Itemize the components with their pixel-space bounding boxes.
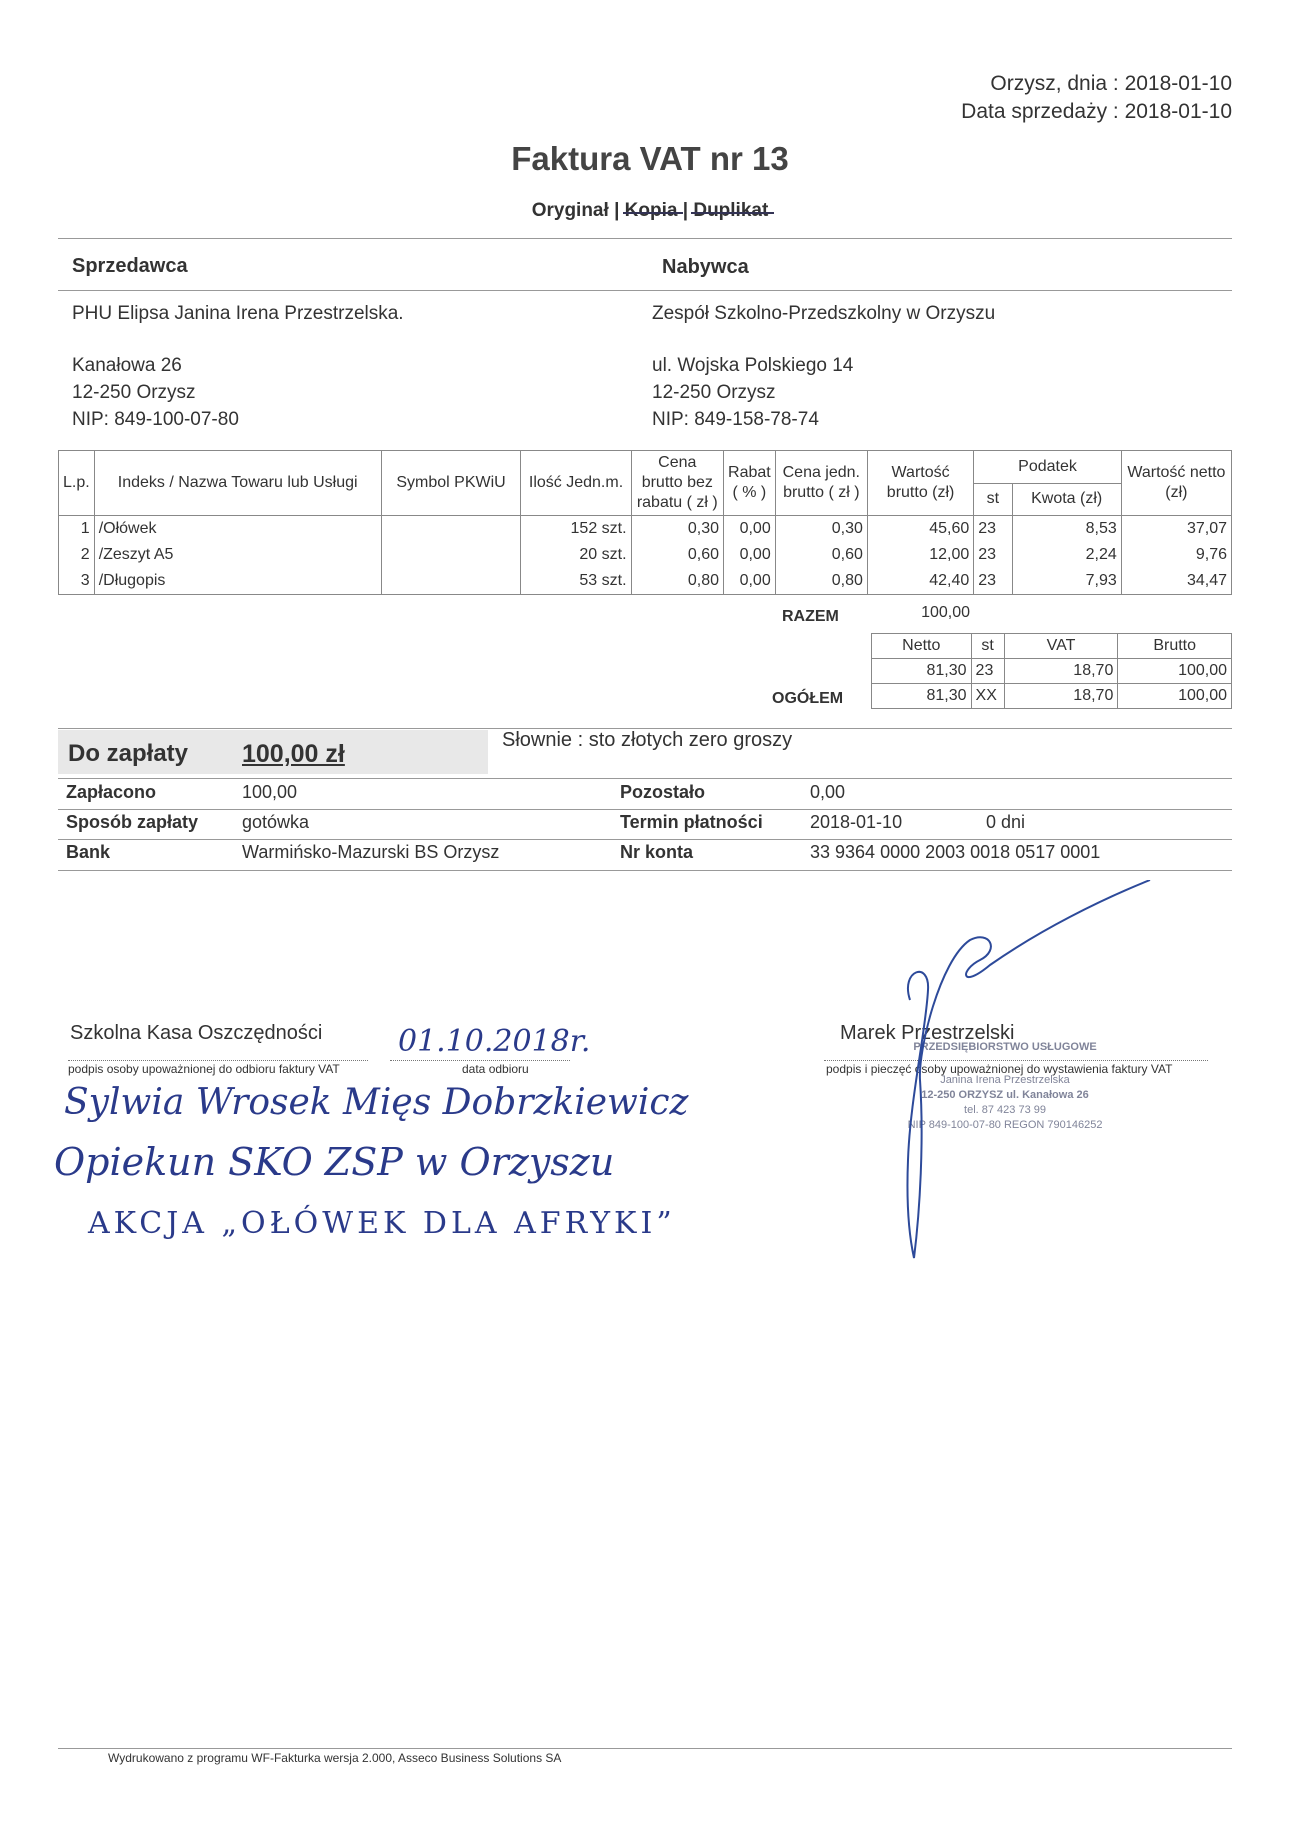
signature-line bbox=[68, 1060, 368, 1061]
buyer-nip: NIP: 849-158-78-74 bbox=[652, 409, 819, 430]
sum-netto: 81,30 bbox=[872, 659, 972, 684]
item-unit-price: 0,60 bbox=[775, 542, 867, 568]
handwritten-line-2: Opiekun SKO ZSP w Orzyszu bbox=[54, 1140, 615, 1184]
item-tax-rate: 23 bbox=[974, 516, 1012, 543]
total-netto: 81,30 bbox=[872, 684, 972, 709]
item-net: 37,07 bbox=[1121, 516, 1231, 543]
item-lp: 3 bbox=[59, 568, 95, 595]
remaining-label: Pozostało bbox=[620, 782, 706, 802]
stamp-line: PRZEDSIĘBIORSTWO USŁUGOWE bbox=[913, 1041, 1097, 1053]
item-net: 34,47 bbox=[1121, 568, 1231, 595]
item-pkwiu bbox=[381, 516, 521, 543]
account-value: 33 9364 0000 2003 0018 0517 0001 bbox=[810, 842, 1101, 862]
col-price: Cena brutto bez rabatu ( zł ) bbox=[631, 451, 723, 516]
sum-h-st: st bbox=[971, 634, 1004, 659]
issue-place-date: Orzysz, dnia : 2018-01-10 bbox=[990, 72, 1232, 95]
col-pkwiu: Symbol PKWiU bbox=[381, 451, 521, 516]
issuer-signature bbox=[880, 880, 1180, 1260]
col-tax-amount: Kwota (zł) bbox=[1012, 483, 1121, 516]
table-row bbox=[59, 568, 1232, 595]
item-price: 0,80 bbox=[631, 568, 723, 595]
item-price: 0,30 bbox=[631, 516, 723, 543]
sum-h-netto: Netto bbox=[872, 634, 972, 659]
item-unit-price: 0,80 bbox=[775, 568, 867, 595]
bank-row bbox=[62, 842, 1232, 870]
date-caption: data odbioru bbox=[462, 1062, 529, 1076]
seller-name: PHU Elipsa Janina Irena Przestrzelska. bbox=[72, 303, 404, 324]
copy-separator: | bbox=[614, 200, 620, 221]
copy-type bbox=[0, 200, 1300, 222]
col-qty: Ilość Jedn.m. bbox=[521, 451, 631, 516]
col-name: Indeks / Nazwa Towaru lub Usługi bbox=[94, 451, 381, 516]
payment-method-value: gotówka bbox=[242, 812, 310, 832]
item-rabat: 0,00 bbox=[724, 542, 776, 568]
divider bbox=[58, 809, 1232, 810]
remaining-value: 0,00 bbox=[810, 782, 846, 802]
divider bbox=[58, 778, 1232, 779]
bank-value: Warmińsko-Mazurski BS Orzysz bbox=[242, 842, 500, 862]
amount-due-label: Do zapłaty bbox=[68, 740, 189, 767]
divider bbox=[58, 290, 1232, 291]
items-table bbox=[58, 450, 1232, 595]
col-rabat: Rabat ( % ) bbox=[724, 451, 776, 516]
item-pkwiu bbox=[381, 568, 521, 595]
col-lp: L.p. bbox=[59, 451, 95, 516]
item-qty: 20 szt. bbox=[521, 542, 631, 568]
sum-h-vat: VAT bbox=[1004, 634, 1118, 659]
total-vat: 18,70 bbox=[1004, 684, 1118, 709]
paid-row bbox=[62, 782, 1232, 810]
footer-text: Wydrukowano z programu WF-Fakturka wersja 2.000, Asseco Business Solutions SA bbox=[108, 1751, 562, 1765]
item-name: /Długopis bbox=[94, 568, 381, 595]
col-net: Wartość netto (zł) bbox=[1121, 451, 1231, 516]
stamp-line: tel. 87 423 73 99 bbox=[964, 1104, 1046, 1116]
bank-label: Bank bbox=[66, 842, 111, 862]
total-brutto: 100,00 bbox=[1118, 684, 1232, 709]
item-tax-amount: 7,93 bbox=[1012, 568, 1121, 595]
divider bbox=[58, 238, 1232, 239]
sale-date: Data sprzedaży : 2018-01-10 bbox=[961, 100, 1232, 123]
buyer-street: ul. Wojska Polskiego 14 bbox=[652, 355, 854, 376]
footer-divider bbox=[58, 1748, 1232, 1749]
item-name: /Zeszyt A5 bbox=[94, 542, 381, 568]
stamp-line: Janina Irena Przestrzelska bbox=[940, 1074, 1070, 1086]
payment-term-days: 0 dni bbox=[986, 812, 1026, 832]
item-gross: 12,00 bbox=[867, 542, 973, 568]
sum-brutto: 100,00 bbox=[1118, 659, 1232, 684]
amount-in-words: Słownie : sto złotych zero groszy bbox=[502, 729, 793, 751]
total-st: XX bbox=[971, 684, 1004, 709]
paid-label: Zapłacono bbox=[66, 782, 157, 802]
item-rabat: 0,00 bbox=[724, 568, 776, 595]
item-tax-amount: 8,53 bbox=[1012, 516, 1121, 543]
col-tax: Podatek bbox=[974, 451, 1122, 484]
item-lp: 1 bbox=[59, 516, 95, 543]
seller-label: Sprzedawca bbox=[72, 255, 188, 277]
payment-term-label: Termin płatności bbox=[620, 812, 763, 832]
item-net: 9,76 bbox=[1121, 542, 1231, 568]
payment-method-label: Sposób zapłaty bbox=[66, 812, 199, 832]
stamp-line: 12-250 ORZYSZ ul. Kanałowa 26 bbox=[921, 1089, 1089, 1101]
item-tax-amount: 2,24 bbox=[1012, 542, 1121, 568]
seller-city: 12-250 Orzysz bbox=[72, 382, 196, 403]
divider bbox=[58, 839, 1232, 840]
seller-nip: NIP: 849-100-07-80 bbox=[72, 409, 239, 430]
copy-duplikat: Duplikat bbox=[693, 200, 769, 221]
receiver-name: Szkolna Kasa Oszczędności bbox=[70, 1022, 323, 1044]
col-unit-price: Cena jedn. brutto ( zł ) bbox=[775, 451, 867, 516]
copy-separator: | bbox=[682, 200, 689, 221]
sum-h-brutto: Brutto bbox=[1118, 634, 1232, 659]
item-lp: 2 bbox=[59, 542, 95, 568]
invoice-title: Faktura VAT nr 13 bbox=[511, 140, 789, 177]
table-row bbox=[59, 542, 1232, 568]
sum-vat: 18,70 bbox=[1004, 659, 1118, 684]
copy-kopia: Kopia bbox=[624, 200, 678, 221]
item-qty: 152 szt. bbox=[521, 516, 631, 543]
item-unit-price: 0,30 bbox=[775, 516, 867, 543]
razem-label: RAZEM bbox=[782, 608, 839, 625]
issuer-name: Marek Przestrzelski bbox=[840, 1022, 1015, 1044]
payment-term-value: 2018-01-10 bbox=[810, 812, 903, 832]
col-tax-rate: st bbox=[974, 483, 1012, 516]
issuer-caption: podpis i pieczęć osoby upoważnionej do wystawienia faktury VAT bbox=[826, 1062, 1173, 1076]
method-row bbox=[62, 812, 1232, 840]
seller-street: Kanałowa 26 bbox=[72, 355, 182, 376]
handwritten-line-3: AKCJA „OŁÓWEK DLA AFRYKI” bbox=[88, 1206, 676, 1241]
seller-block bbox=[72, 300, 404, 433]
buyer-label: Nabywca bbox=[662, 256, 749, 278]
buyer-block bbox=[652, 300, 995, 433]
divider bbox=[58, 870, 1232, 871]
receiver-caption: podpis osoby upoważnionej do odbioru faktury VAT bbox=[68, 1062, 340, 1076]
item-qty: 53 szt. bbox=[521, 568, 631, 595]
handwritten-line-1: Sylwia Wrosek Mięs Dobrzkiewicz bbox=[64, 1082, 689, 1123]
col-gross: Wartość brutto (zł) bbox=[867, 451, 973, 516]
item-pkwiu bbox=[381, 542, 521, 568]
copy-original: Oryginał bbox=[531, 200, 609, 221]
item-tax-rate: 23 bbox=[974, 542, 1012, 568]
handwritten-date: 01.10.2018r. bbox=[398, 1024, 591, 1059]
item-tax-rate: 23 bbox=[974, 568, 1012, 595]
amount-due-value: 100,00 zł bbox=[242, 740, 345, 768]
razem-value: 100,00 bbox=[921, 604, 970, 621]
item-rabat: 0,00 bbox=[724, 516, 776, 543]
vat-summary-table bbox=[871, 633, 1232, 709]
item-name: /Ołówek bbox=[94, 516, 381, 543]
account-label: Nr konta bbox=[620, 842, 694, 862]
table-row bbox=[59, 516, 1232, 543]
paid-value: 100,00 bbox=[242, 782, 298, 802]
buyer-city: 12-250 Orzysz bbox=[652, 382, 776, 403]
ogolem-label: OGÓŁEM bbox=[772, 690, 844, 707]
sum-st: 23 bbox=[971, 659, 1004, 684]
item-gross: 45,60 bbox=[867, 516, 973, 543]
stamp-line: NIP 849-100-07-80 REGON 790146252 bbox=[907, 1119, 1103, 1131]
buyer-name: Zespół Szkolno-Przedszkolny w Orzyszu bbox=[652, 303, 996, 324]
item-gross: 42,40 bbox=[867, 568, 973, 595]
date-line bbox=[390, 1060, 570, 1061]
item-price: 0,60 bbox=[631, 542, 723, 568]
